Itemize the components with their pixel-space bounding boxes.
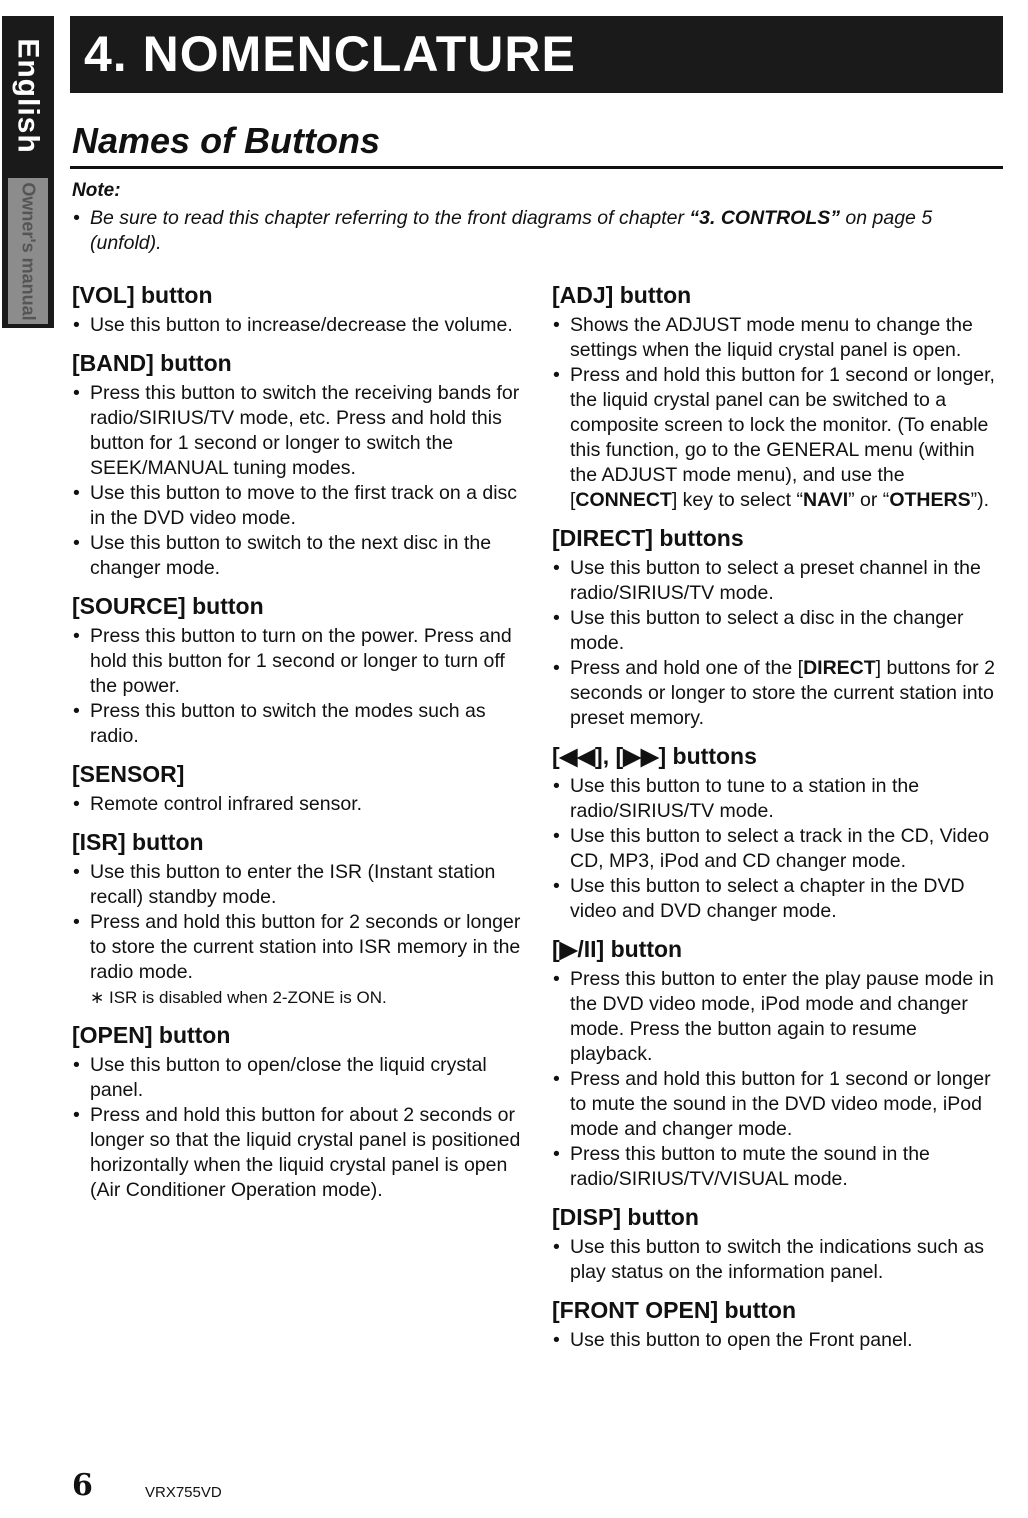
- direct-key: DIRECT: [803, 657, 876, 679]
- list-item: • Use this button to move to the first track on a disc in the DVD video mode.: [72, 481, 527, 531]
- section-sensor: [72, 759, 527, 817]
- section-adj: [552, 280, 1004, 513]
- adj-text-mid: ] key to select “: [671, 489, 803, 511]
- section-heading: [◀◀], [▶▶] buttons: [552, 743, 757, 769]
- page-subtitle: Names of Buttons: [72, 120, 381, 161]
- section-heading: [SENSOR]: [72, 761, 185, 787]
- page-number: 6: [72, 1468, 93, 1503]
- list-item: • Use this button to increase/decrease the volume.: [72, 313, 527, 338]
- list-item: • Use this button to select a chapter in the DVD video and DVD changer mode.: [552, 874, 1004, 924]
- list-item: • Remote control infrared sensor.: [72, 792, 527, 817]
- section-heading: [ADJ] button: [552, 282, 692, 308]
- section-isr: [72, 827, 527, 1010]
- section-heading: [VOL] button: [72, 282, 213, 308]
- chapter-title: 4. NOMENCLATURE: [84, 26, 576, 82]
- list-item: • Use this button to switch to the next disc in the changer mode.: [72, 531, 527, 581]
- list-item: • Use this button to switch the indications such as play status on the information panel.: [552, 1235, 1004, 1285]
- direct-text-post: ] buttons for 2 seconds or longer to store the current station into preset memory.: [570, 657, 995, 729]
- section-front-open: [552, 1295, 1004, 1353]
- others-option: OTHERS: [889, 489, 971, 511]
- language-label: English: [12, 38, 45, 154]
- list-item: • Use this button to select a disc in the changer mode.: [552, 606, 1004, 656]
- list-item: • Press this button to mute the sound in the radio/SIRIUS/TV/VISUAL mode.: [552, 1142, 1004, 1192]
- chapter-title-bar: [70, 16, 1003, 93]
- list-item: • Use this button to tune to a station in the radio/SIRIUS/TV mode.: [552, 774, 1004, 824]
- section-heading: [DISP] button: [552, 1204, 699, 1230]
- section-heading: [BAND] button: [72, 350, 232, 376]
- list-item: • Shows the ADJUST mode menu to change the settings when the liquid crystal panel is open.: [552, 313, 1004, 363]
- note-text: [72, 206, 990, 256]
- connect-key: CONNECT: [575, 489, 672, 511]
- section-band: [72, 348, 527, 581]
- note-chapter-ref: “3. CONTROLS”: [689, 207, 840, 229]
- manual-label: Owner's manual: [18, 181, 39, 321]
- list-item: • Press this button to enter the play pause mode in the DVD video mode, iPod mode and changer mode. Press the button again to resume playback.: [552, 967, 1004, 1067]
- note-label: Note:: [72, 180, 121, 201]
- adj-text-end: ”).: [970, 489, 989, 511]
- section-heading: [ISR] button: [72, 829, 204, 855]
- section-direct: [552, 523, 1004, 731]
- list-item: • Press and hold this button for about 2 seconds or longer so that the liquid crystal panel is positioned horizontally when the liquid crystal panel is open (Air Conditioner Operation mode).: [72, 1103, 527, 1203]
- section-disp: [552, 1202, 1004, 1285]
- list-item: • Use this button to open/close the liquid crystal panel.: [72, 1053, 527, 1103]
- adj-text-or: ” or “: [848, 489, 890, 511]
- list-item: • Use this button to select a track in the CD, Video CD, MP3, iPod and CD changer mode.: [552, 824, 1004, 874]
- section-heading: [DIRECT] buttons: [552, 525, 744, 551]
- right-column: [552, 280, 1004, 1363]
- section-vol: [72, 280, 527, 338]
- list-item: • Use this button to open the Front panel.: [552, 1328, 1004, 1353]
- side-tab-language: [2, 16, 54, 176]
- left-column: [72, 280, 527, 1213]
- list-item: [552, 656, 1004, 731]
- section-play-pause: [552, 934, 1004, 1192]
- section-seek: [552, 741, 1004, 924]
- list-item: • Press this button to switch the receiving bands for radio/SIRIUS/TV mode, etc. Press and hold this button for 1 second or longer to switch the SEEK/MANUAL tuning modes.: [72, 381, 527, 481]
- list-item: • Press this button to switch the modes such as radio.: [72, 699, 527, 749]
- model-number: VRX755VD: [145, 1484, 222, 1501]
- subtitle-divider: [70, 166, 1003, 169]
- direct-text-pre: Press and hold one of the [: [570, 657, 804, 679]
- list-item: • Use this button to select a preset channel in the radio/SIRIUS/TV mode.: [552, 556, 1004, 606]
- side-tab-manual: [8, 178, 48, 324]
- section-heading: [FRONT OPEN] button: [552, 1297, 797, 1323]
- list-item: • Press and hold this button for 1 second or longer to mute the sound in the DVD video mode, iPod mode and changer mode.: [552, 1067, 1004, 1142]
- list-item: • Use this button to enter the ISR (Instant station recall) standby mode.: [72, 860, 527, 910]
- section-heading: [▶/II] button: [552, 936, 683, 962]
- list-item: • Press and hold this button for 2 seconds or longer to store the current station into ISR memory in the radio mode.: [72, 910, 527, 985]
- note-post: on page 5 (unfold).: [90, 207, 933, 254]
- section-heading: [OPEN] button: [72, 1022, 231, 1048]
- section-source: [72, 591, 527, 749]
- section-heading: [SOURCE] button: [72, 593, 264, 619]
- side-tab: [2, 16, 54, 328]
- navi-option: NAVI: [802, 489, 849, 511]
- section-open: [72, 1020, 527, 1203]
- adj-text-pre: Press and hold this button for 1 second or longer, the liquid crystal panel can be switched to a composite screen to lock the monitor. (To enable this function, go to the GENERAL menu (within the ADJUST mode menu), and use the [: [570, 364, 995, 511]
- list-item: [552, 363, 1004, 513]
- footnote: ∗ ISR is disabled when 2-ZONE is ON.: [90, 988, 387, 1007]
- list-item: • Press this button to turn on the power. Press and hold this button for 1 second or longer to turn off the power.: [72, 624, 527, 699]
- note-pre: Be sure to read this chapter referring to the front diagrams of chapter: [90, 207, 690, 229]
